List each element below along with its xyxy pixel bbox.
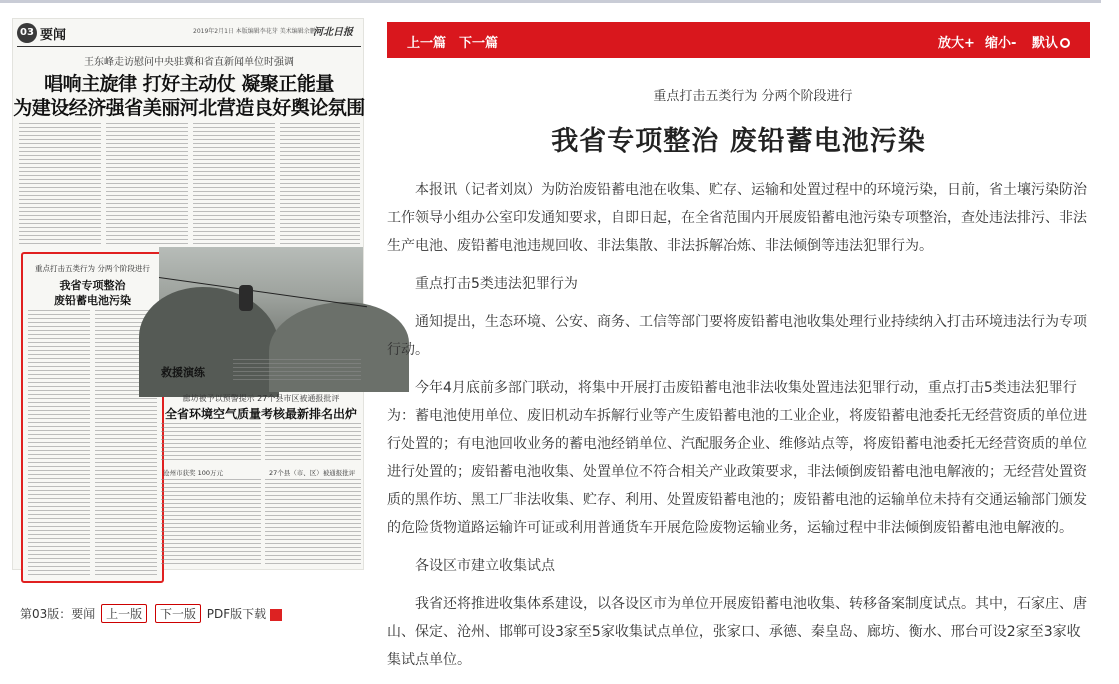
lead-article-text-column (106, 123, 188, 245)
next-article-link[interactable]: 下一篇 (459, 36, 499, 51)
article-toolbar (387, 22, 1090, 58)
rescue-drill-photo[interactable] (159, 247, 363, 354)
lead-article-text-column (193, 123, 275, 245)
page-navigation (20, 604, 282, 623)
newspaper-logo: 河北日报 (313, 27, 353, 38)
lead-article-text-column (19, 123, 101, 245)
article-kicker: 重点打击五类行为 分两个阶段进行 (653, 89, 853, 104)
selected-article-text-column (28, 310, 90, 578)
selected-article-title-line2: 废铅蓄电池污染 (54, 294, 131, 307)
lead-article-kicker[interactable]: 王东峰走访慰问中央驻冀和省直新闻单位时强调 (84, 57, 294, 68)
section-label: 要闻 (40, 28, 67, 43)
prev-page-button[interactable]: 上一版 (101, 604, 147, 623)
article-subheading: 各设区市建立收集试点 (415, 558, 555, 574)
current-page-label: 第03版：要闻 (20, 607, 96, 621)
photo-person-figure (239, 285, 253, 311)
pdf-icon[interactable] (270, 609, 282, 621)
air-article-title[interactable]: 全省环境空气质量考核最新排名出炉 (164, 407, 357, 421)
page-number-badge: 03 (17, 23, 37, 43)
article-subheading: 重点打击5类违法犯罪行为 (415, 276, 578, 292)
next-page-button[interactable]: 下一版 (155, 604, 201, 623)
air-article-text-column (265, 423, 361, 463)
lead-article-title-line1[interactable]: 唱响主旋律 打好主动仗 凝聚正能量 (44, 73, 334, 95)
masthead-rule (17, 46, 361, 47)
page-masthead (13, 19, 365, 47)
top-border (0, 0, 1101, 3)
pdf-download-link[interactable]: PDF版下载 (206, 607, 267, 621)
lead-article-text-column (280, 123, 360, 245)
reset-circle-icon (1060, 38, 1070, 48)
article-paragraph: 本报讯（记者刘岚）为防治废铅蓄电池在收集、贮存、运输和处置过程中的环境污染，日前，省土壤污染防治工作领导小组办公室印发通知要求，自即日起，在全省范围内开展废铅蓄电池污染专项整治，查处违法排污、非法生产电池、废铅蓄电池违规回收、非法集散、非法拆解冶炼、非法倾倒等违法犯罪行为。 (387, 182, 1087, 254)
lead-article-title-line2[interactable]: 为建设经济强省美丽河北营造良好舆论氛围 (13, 97, 365, 119)
page-date-line: 2019年2月1日 本版编辑李花芽 美术编辑余鹏 (193, 28, 316, 35)
zoom-in-button[interactable]: 放大+ (938, 36, 975, 51)
air-article-kicker[interactable]: 廊坊被予以预警提示 27个县市区被通报批评 (182, 394, 340, 403)
prev-article-link[interactable]: 上一篇 (407, 36, 447, 51)
selected-article-title-line1: 我省专项整治 (59, 279, 126, 292)
newspaper-page-thumbnail[interactable] (12, 18, 364, 570)
photo-caption-text (233, 359, 361, 381)
article-title: 我省专项整治 废铅蓄电池污染 (551, 126, 926, 157)
zoom-out-button[interactable]: 缩小- (985, 36, 1017, 51)
article-paragraph: 我省还将推进收集体系建设，以各设区市为单位开展废铅蓄电池收集、转移备案制度试点。其中，石家庄、唐山、保定、沧州、邯郸可设3家至5家收集试点单位，张家口、承德、秦皇岛、廊坊、衡水、邢台可设2家至3家收集试点单位。 (387, 596, 1087, 668)
air-article-text-column (161, 479, 261, 565)
article-paragraph: 今年4月底前多部门联动，将集中开展打击废铅蓄电池非法收集处置违法犯罪行动，重点打击5类违法犯罪行为：蓄电池使用单位、废旧机动车拆解行业等产生废铅蓄电池的工业企业，将废铅蓄电池委托无经营资质的单位进行处置的；有电池回收业务的蓄电池经销单位、汽配服务企业、维修站点等，将废铅蓄电池委托无经营资质的单位进行处置的；废铅蓄电池收集、处置单位不符合相关产业政策要求，非法倾倒废铅蓄电池电解液的；无经营处置资质的黑作坊、黑工厂非法收集、贮存、利用、处置废铅蓄电池的；废铅蓄电池的运输单位未持有交通运输部门颁发的危险货物道路运输许可证或利用普通货车开展危险废物运输业务，运输过程中非法倾倒废铅蓄电池电解液的。 (387, 380, 1087, 536)
air-article-subhead: 27个县（市、区）被通报批评 (269, 469, 356, 477)
air-article-text-column (265, 479, 361, 565)
reset-zoom-label: 默认 (1032, 36, 1059, 51)
article-paragraph: 通知提出，生态环境、公安、商务、工信等部门要将废铅蓄电池收集处理行业持续纳入打击环境违法行为专项行动。 (387, 314, 1087, 358)
article-body (387, 176, 1090, 684)
photo-caption-title[interactable]: 救援演练 (161, 366, 205, 379)
selected-article-kicker: 重点打击五类行为 分两个阶段进行 (35, 264, 150, 273)
air-article-subhead: 沧州市获奖 100万元 (163, 469, 223, 477)
air-article-text-column (161, 423, 261, 463)
selected-article-region[interactable] (21, 252, 164, 583)
reset-zoom-button[interactable] (1032, 32, 1070, 51)
